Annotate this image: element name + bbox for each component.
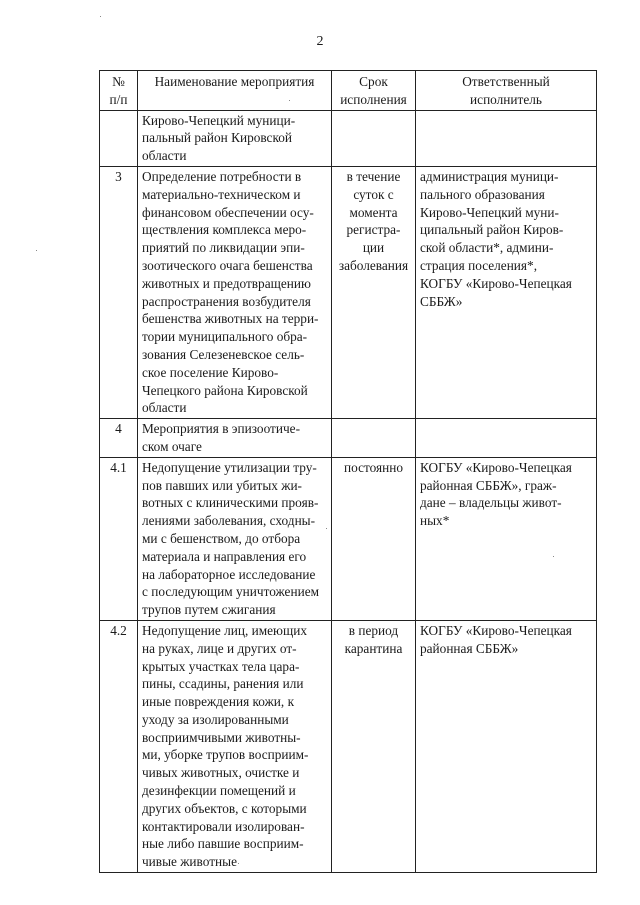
page-number: 2 bbox=[316, 34, 324, 49]
row-name: Определение потребности в материально-техническом и финансовом обеспечении осу- ществления комплекса меро- приятий по ликвидации эпи- зоотического очага бешенства животных и предотвращению распространения возбудителя бешенства животных на терри- тории муниципального обра- зования Селезеневское сель- ское поселение Кирово- Чепецкого района Кировской области bbox=[138, 166, 332, 418]
row-num: 4.2 bbox=[100, 620, 138, 872]
table-row bbox=[100, 166, 597, 418]
table-row bbox=[100, 620, 597, 872]
table-row bbox=[100, 419, 597, 458]
scan-speck bbox=[238, 863, 239, 864]
header-term: Срок исполнения bbox=[332, 71, 416, 111]
table-row bbox=[100, 110, 597, 166]
table-row bbox=[100, 457, 597, 620]
row-num: 4 bbox=[100, 419, 138, 458]
row-responsible: администрация муници- пального образования Кирово-Чепецкий муни- ципальный район Киров- ской области*, админи- страция поселения*, КОГБУ «Кирово-Чепецкая СББЖ» bbox=[416, 166, 597, 418]
header-name: Наименование мероприятия bbox=[138, 71, 332, 111]
row-name: Недопущение утилизации тру- пов павших или убитых жи- вотных с клиническими прояв- лениями заболевания, сходны- ми с бешенством, до отбора материала и направления его на лабораторное исследование с последующим уничтожением трупов путем сжигания bbox=[138, 457, 332, 620]
row-name: Мероприятия в эпизоотиче- ском очаге bbox=[138, 419, 332, 458]
row-num bbox=[100, 110, 138, 166]
measures-table bbox=[99, 70, 597, 873]
scan-speck bbox=[36, 250, 37, 251]
row-name: Кирово-Чепецкий муници- пальный район Кировской области bbox=[138, 110, 332, 166]
row-name: Недопущение лиц, имеющих на руках, лице и других от- крытых участках тела цара- пины, ссадины, ранения или иные повреждения кожи, к уходу за изолированными восприимчивыми животны- ми, уборке трупов восприим- чивых животных, очистке и дезинфекции помещений и других объектов, с которыми контактировали изолирован- ные либо павшие восприим- чивые животные bbox=[138, 620, 332, 872]
scan-speck bbox=[289, 100, 290, 101]
row-responsible bbox=[416, 110, 597, 166]
row-responsible: КОГБУ «Кирово-Чепецкая районная СББЖ» bbox=[416, 620, 597, 872]
row-num: 4.1 bbox=[100, 457, 138, 620]
row-term: постоянно bbox=[332, 457, 416, 620]
row-responsible: КОГБУ «Кирово-Чепецкая районная СББЖ», граж- дане – владельцы живот- ных* bbox=[416, 457, 597, 620]
row-num: 3 bbox=[100, 166, 138, 418]
row-term: в течение суток с момента регистра- ции заболевания bbox=[332, 166, 416, 418]
row-term: в период карантина bbox=[332, 620, 416, 872]
row-responsible bbox=[416, 419, 597, 458]
scan-speck bbox=[100, 16, 101, 17]
header-responsible: Ответственный исполнитель bbox=[416, 71, 597, 111]
table-header-row bbox=[100, 71, 597, 111]
row-term bbox=[332, 419, 416, 458]
scan-speck bbox=[553, 556, 554, 557]
header-num: № п/п bbox=[100, 71, 138, 111]
row-term bbox=[332, 110, 416, 166]
scan-speck bbox=[326, 528, 327, 529]
